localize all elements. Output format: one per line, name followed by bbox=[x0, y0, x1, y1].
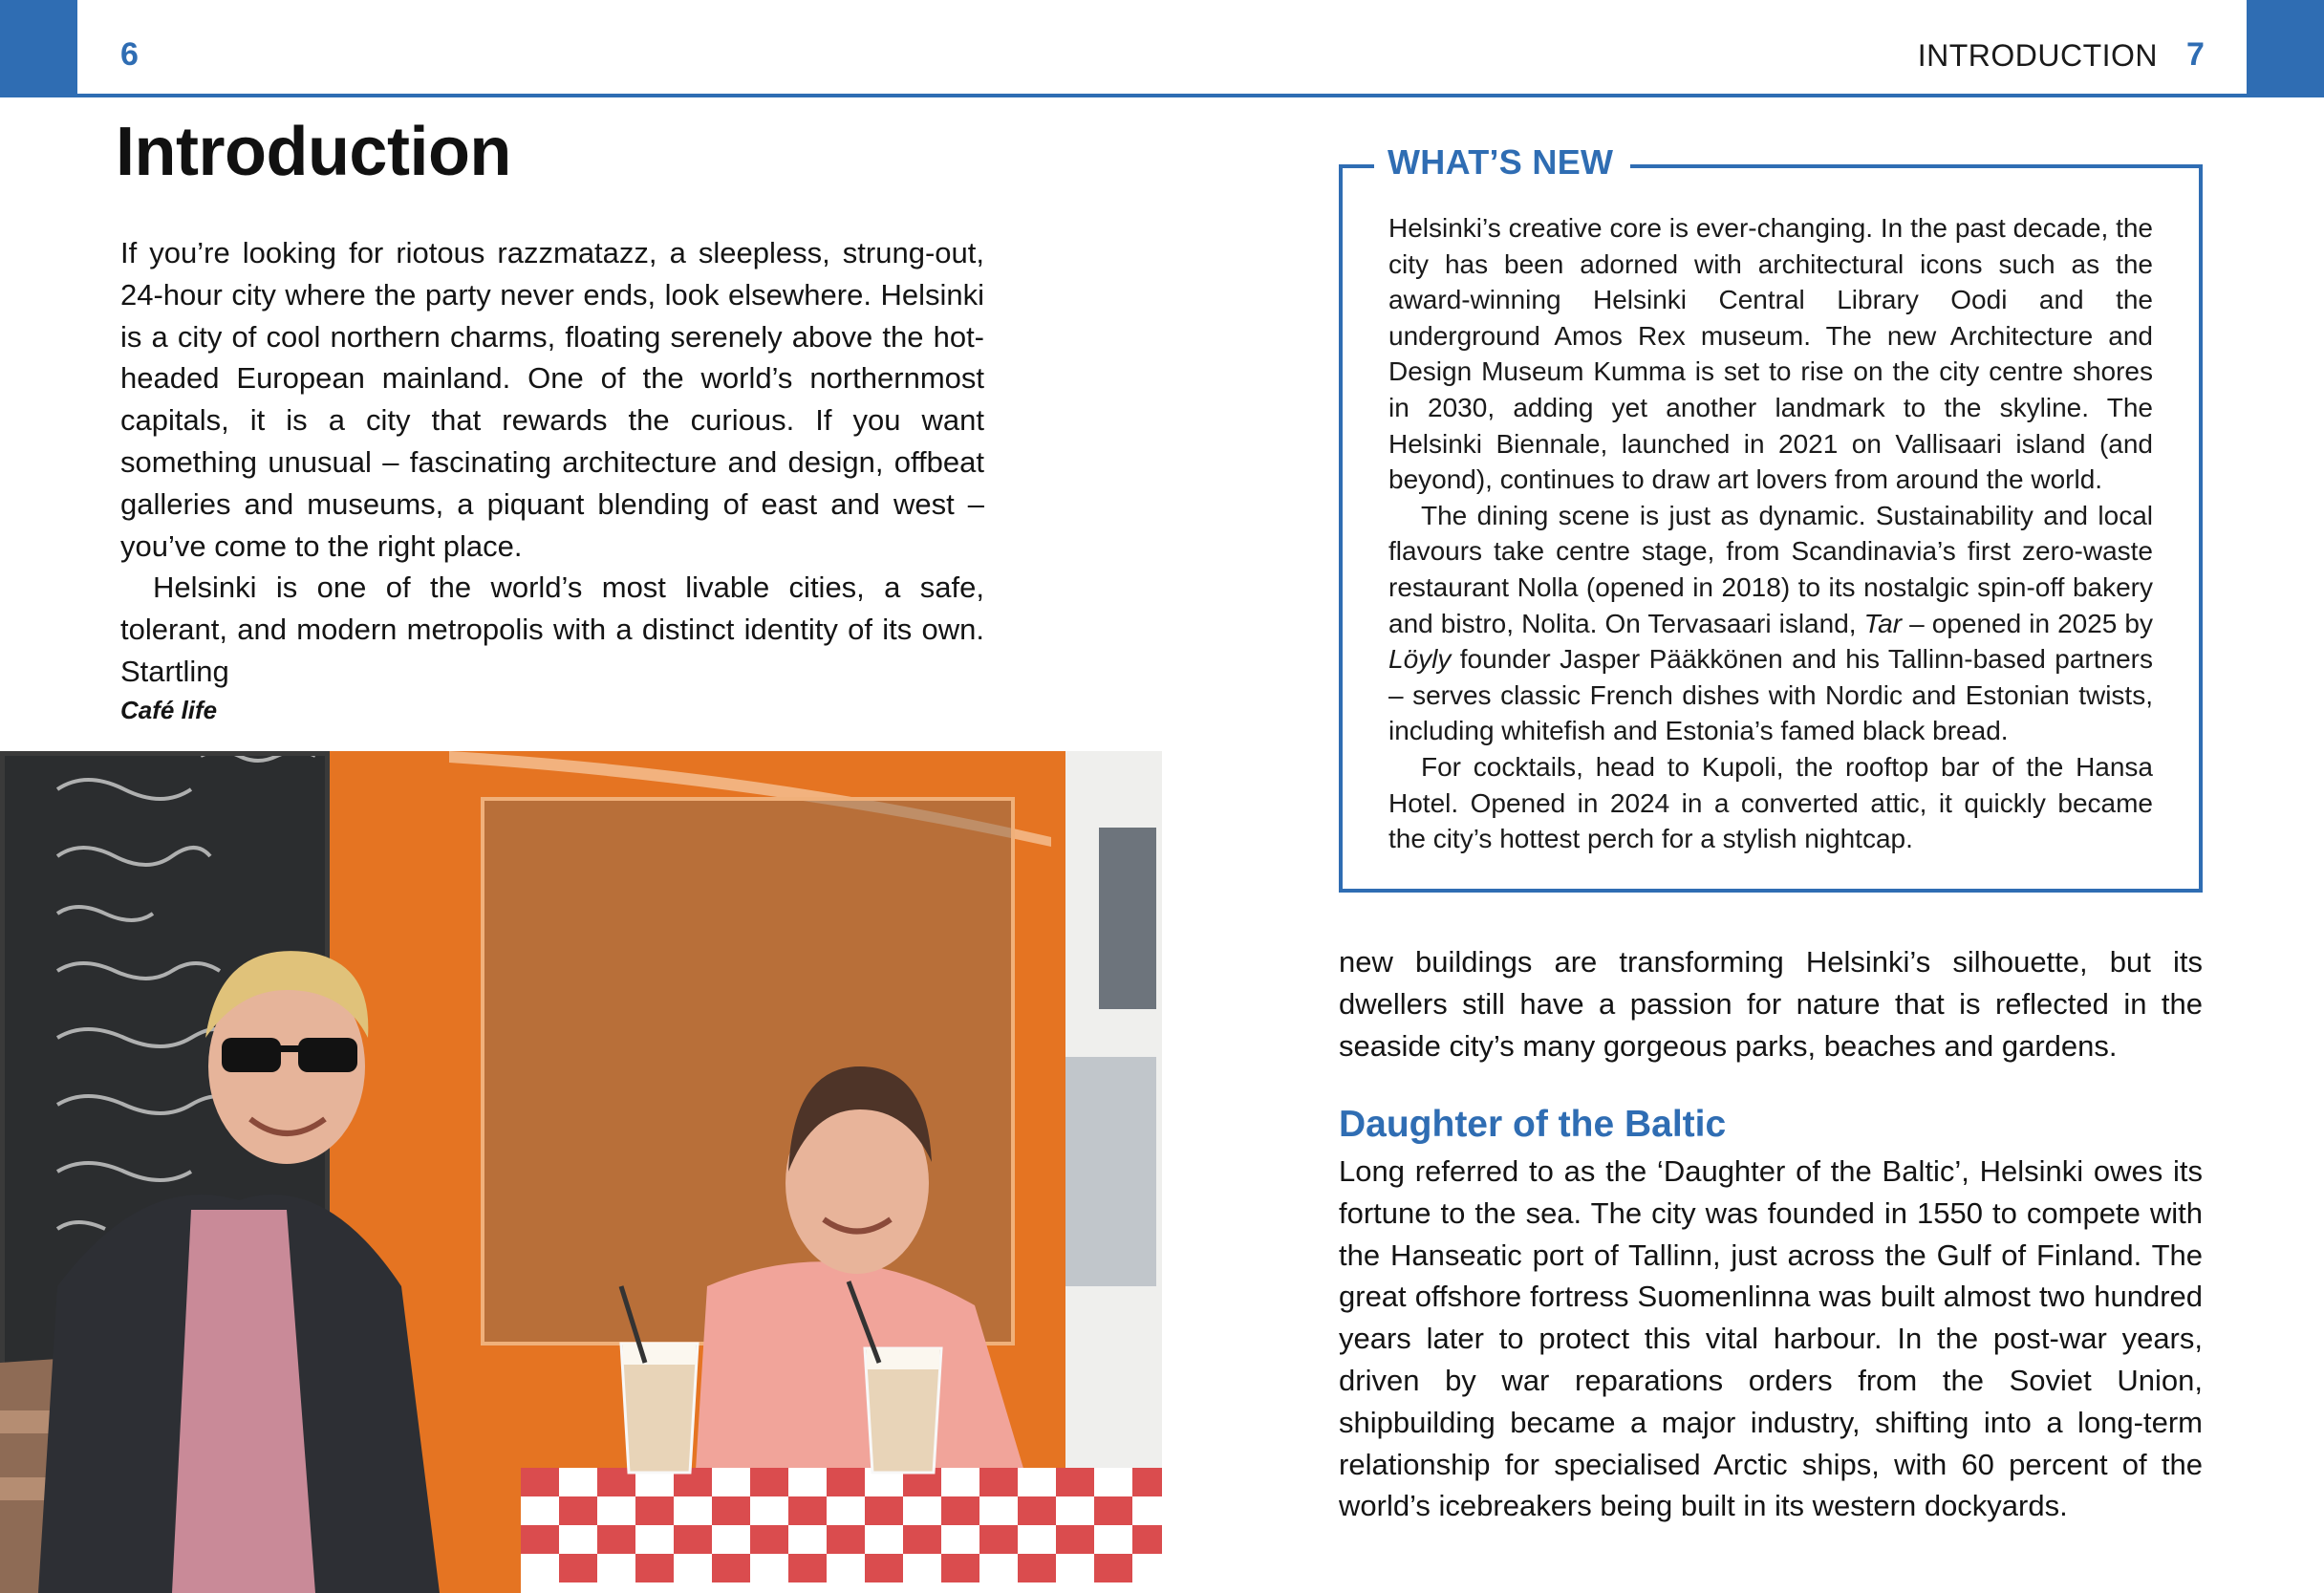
intro-body bbox=[120, 232, 984, 693]
whats-new-title: WHAT’S NEW bbox=[1374, 141, 1630, 183]
cafe-photo bbox=[0, 751, 1162, 1593]
section-heading-baltic: Daughter of the Baltic bbox=[1339, 1104, 1727, 1145]
photo-caption: Café life bbox=[120, 696, 218, 724]
right-page-number: 7 bbox=[2186, 36, 2205, 73]
baltic-body bbox=[1339, 1151, 2203, 1527]
awning-window bbox=[483, 799, 1013, 1344]
baltic-paragraph: Long referred to as the ‘Daughter of the Baltic’, Helsinki owes its fortune to the sea. The city was founded in 1550 to compete with the Hanseatic port of Tallinn, just across the Gulf of Finland. The great offshore fortress Suomenlinna was built almost two hundred years later to protect this vital harbour. In the post-war years, driven by war reparations orders from the Soviet Union, shipbuilding became a major industry, shifting into a long-term relationship for specialised Arctic ships, with 60 percent of the world’s icebreakers being built in its western dockyards. bbox=[1339, 1154, 2203, 1523]
sunglasses-left-lens bbox=[222, 1038, 281, 1072]
left-page-number: 6 bbox=[120, 36, 139, 73]
intro-continued bbox=[1339, 941, 2203, 1066]
left-page-tab bbox=[0, 0, 77, 97]
whats-new-body bbox=[1388, 210, 2153, 857]
sunglasses-bridge bbox=[277, 1045, 300, 1052]
intro-continued-paragraph: new buildings are transforming Helsinki’s silhouette, but its dwellers still have a passion for nature that is reflected in the seaside city’s many gorgeous parks, beaches and gardens. bbox=[1339, 945, 2203, 1063]
intro-paragraph-2: Helsinki is one of the world’s most livable cities, a safe, tolerant, and modern metropolis with a distinct identity of its own. Startling bbox=[120, 570, 984, 688]
cafe-illustration bbox=[0, 751, 1162, 1593]
whats-new-paragraph-2 bbox=[1388, 498, 2153, 749]
running-head: INTRODUCTION bbox=[1917, 38, 2158, 73]
right-page-tab bbox=[2247, 0, 2324, 97]
whats-new-p2-text-a: The dining scene is just as dynamic. Sustainability and local flavours take centre stage, from Scandinavia’s first zero-waste restaurant Nolla (opened in 2018) to its nostalgic spin-off bakery and bistro, Nolita. On Tervasaari island, bbox=[1388, 500, 2153, 638]
page-title: Introduction bbox=[116, 114, 511, 190]
header-rule bbox=[77, 94, 2247, 97]
intro-paragraph-1: If you’re looking for riotous razzmatazz, a sleepless, strung-out, 24-hour city where the party never ends, look elsewhere. Helsinki is a city of cool northern charms, floating serenely above the hot-headed European mainland. One of the world’s northernmost capitals, it is a city that rewards the curious. If you want something unusual – fascinating architecture and design, offbeat galleries and museums, a piquant blending of east and west – you’ve come to the right place. bbox=[120, 236, 984, 563]
whats-new-paragraph-1: Helsinki’s creative core is ever-changing. In the past decade, the city has been adorned with architectural icons such as the award-winning Helsinki Central Library Oodi and the underground Amos Rex museum. The new Architecture and Design Museum Kumma is set to rise on the city centre shores in 2030, adding yet another landmark to the skyline. The Helsinki Biennale, launched in 2021 on Vallisaari island (and beyond), continues to draw art lovers from around the world. bbox=[1388, 213, 2153, 495]
restaurant-name-tar: Tar bbox=[1863, 608, 1903, 638]
latte-foam-left bbox=[623, 1344, 696, 1365]
sunglasses-right-lens bbox=[298, 1038, 357, 1072]
whats-new-p2-text-b: – opened in 2025 by bbox=[1902, 608, 2153, 638]
whats-new-p2-text-c: founder Jasper Pääkkönen and his Tallinn-based partners – serves classic French dishes with Nordic and Estonian twists, including whitefish and Estonia’s famed black bread. bbox=[1388, 644, 2153, 746]
building-window bbox=[1099, 828, 1156, 1009]
restaurant-name-loyly: Löyly bbox=[1388, 644, 1452, 675]
whats-new-paragraph-3: For cocktails, head to Kupoli, the rooftop bar of the Hansa Hotel. Opened in 2024 in a converted attic, it quickly became the city’s hottest perch for a stylish nightcap. bbox=[1388, 751, 2153, 854]
